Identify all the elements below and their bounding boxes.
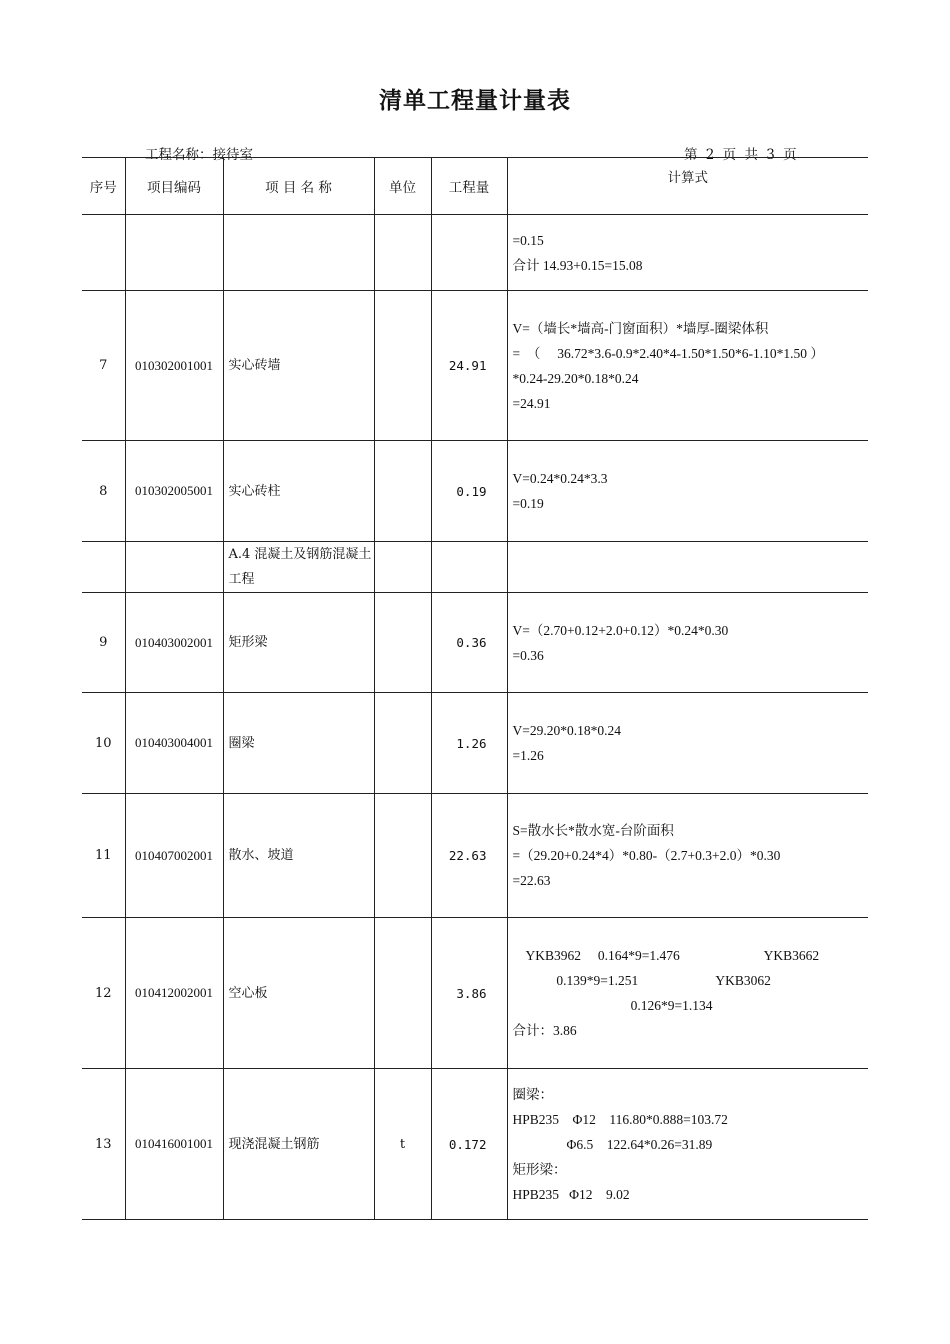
item-name: 实心砖柱 [223,441,374,542]
calculation-line: =22.63 [512,873,551,888]
calculation-cell [507,593,868,693]
table-row [82,918,868,1069]
table-row [82,593,868,693]
calculation-line: Φ6.5 122.64*0.26=31.89 [512,1136,713,1152]
calculation-line: *0.24-29.20*0.18*0.24 [512,370,639,386]
item-name: 散水、坡道 [223,794,374,918]
item-name: 实心砖墙 [223,291,374,441]
item-unit: t [374,1069,431,1220]
table-row [82,693,868,794]
item-code [125,542,223,593]
table-row [82,542,868,593]
header-qty: 工程量 [431,158,507,215]
item-quantity: 0.172 [431,1069,507,1220]
item-quantity: 0.36 [431,593,507,693]
row-number [82,542,125,593]
header-calc: 计算式 [507,158,868,215]
calculation-line: V=29.20*0.18*0.24 [512,723,621,738]
item-code: 010416001001 [125,1069,223,1220]
table-row [82,1069,868,1220]
item-quantity [431,542,507,593]
page-title: 清单工程量计量表 [379,88,571,114]
calculation-line: 合计：3.86 [512,1023,577,1038]
header-name: 项 目 名 称 [223,158,374,215]
item-unit [374,542,431,593]
calculation-line: 矩形梁： [512,1161,567,1177]
item-unit [374,441,431,542]
item-code: 010403004001 [125,693,223,794]
header-no: 序号 [82,158,125,215]
item-code: 010302001001 [125,291,223,441]
row-number: 8 [82,441,125,542]
table-row [82,215,868,291]
item-unit [374,693,431,794]
item-code: 010412002001 [125,918,223,1069]
item-unit [374,794,431,918]
calculation-line: =0.19 [512,496,544,511]
header-unit: 单位 [374,158,431,215]
calculation-cell [507,441,868,542]
calculation-line: 合计 14.93+0.15=15.08 [512,257,643,273]
calculation-line: =1.26 [512,748,544,763]
calculation-cell [507,291,868,441]
calculation-line: S=散水长*散水宽-台阶面积 [512,823,674,838]
calculation-cell [507,794,868,918]
calculation-line: V=（2.70+0.12+2.0+0.12）*0.24*0.30 [512,622,729,638]
item-unit [374,918,431,1069]
item-name: 空心板 [223,918,374,1069]
item-code: 010407002001 [125,794,223,918]
item-quantity: 3.86 [431,918,507,1069]
calculation-line: =24.91 [512,395,551,411]
page-info: 第 2 页 共 3 页 [684,147,797,163]
calculation-line: =0.15 [512,232,544,248]
row-number: 9 [82,593,125,693]
row-number [82,215,125,291]
calculation-cell [507,215,868,291]
calculation-line: V=（墙长*墙高-门窗面积）*墙厚-圈梁体积 [512,320,769,336]
calculation-line: HPB235 Φ12 116.80*0.888=103.72 [512,1111,728,1127]
table-row [82,291,868,441]
calculation-cell [507,1069,868,1220]
calculation-line: YKB3962 0.164*9=1.476 YKB3662 [512,948,820,963]
header-code: 项目编码 [125,158,223,215]
item-quantity [431,215,507,291]
calculation-cell [507,542,868,593]
quantity-table [82,157,868,1220]
header-row [82,158,868,215]
calculation-line: 圈梁： [512,1086,553,1102]
item-name: A.4 混凝土及钢筋混凝土工程 [223,542,374,593]
item-name: 现浇混凝土钢筋 [223,1069,374,1220]
item-quantity: 22.63 [431,794,507,918]
item-unit [374,593,431,693]
row-number: 11 [82,794,125,918]
item-quantity: 24.91 [431,291,507,441]
calculation-line: V=0.24*0.24*3.3 [512,471,608,486]
calculation-cell [507,693,868,794]
row-number: 13 [82,1069,125,1220]
item-code: 010302005001 [125,441,223,542]
calculation-line: HPB235 Φ12 9.02 [512,1186,630,1202]
item-unit [374,291,431,441]
item-quantity: 1.26 [431,693,507,794]
item-code: 010403002001 [125,593,223,693]
calculation-line: =（29.20+0.24*4）*0.80-（2.7+0.3+2.0）*0.30 [512,848,781,863]
item-code [125,215,223,291]
table-row [82,794,868,918]
item-name: 矩形梁 [223,593,374,693]
item-quantity: 0.19 [431,441,507,542]
row-number: 12 [82,918,125,1069]
calculation-cell [507,918,868,1069]
row-number: 10 [82,693,125,794]
calculation-line: =0.36 [512,647,544,663]
table-row [82,441,868,542]
calculation-line: 0.126*9=1.134 [512,998,713,1013]
item-name [223,215,374,291]
item-name: 圈梁 [223,693,374,794]
project-name: 工程名称：接待室 [145,147,253,163]
item-unit [374,215,431,291]
row-number: 7 [82,291,125,441]
calculation-line: = （ 36.72*3.6-0.9*2.40*4-1.50*1.50*6-1.10*1.50 ） [512,345,824,361]
calculation-line: 0.139*9=1.251 YKB3062 [512,973,771,988]
